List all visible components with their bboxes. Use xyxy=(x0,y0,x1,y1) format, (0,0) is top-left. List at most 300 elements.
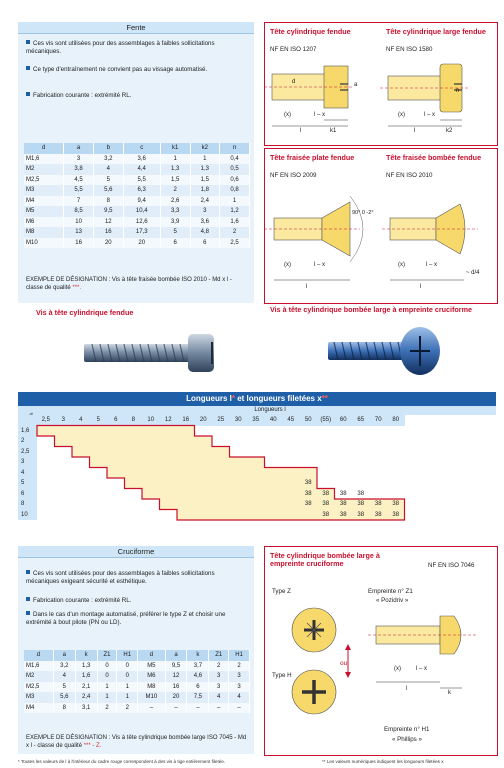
lengths-cell xyxy=(107,436,125,447)
fente-col-header: n xyxy=(220,143,250,154)
type-h-label: Type H xyxy=(272,672,292,679)
lengths-cell xyxy=(300,447,318,458)
lengths-header xyxy=(18,392,496,406)
lengths-col-header: 4 xyxy=(72,415,90,426)
lengths-cell xyxy=(37,510,55,521)
lengths-cell xyxy=(90,489,108,500)
lengths-cell: 38 xyxy=(300,499,318,510)
table-cell: M2 xyxy=(24,164,64,175)
table-row xyxy=(24,217,250,228)
label-l-3: l xyxy=(306,284,308,290)
table-cell: 12 xyxy=(93,217,123,228)
lengths-cell xyxy=(72,447,90,458)
label-lx-2: l – x xyxy=(424,112,436,118)
lengths-cell xyxy=(90,468,108,479)
lengths-cell xyxy=(72,457,90,468)
fente-col-header: k2 xyxy=(190,143,220,154)
lengths-cell xyxy=(55,426,73,437)
lengths-cell: 38 xyxy=(335,489,353,500)
cruci-example-text: EXEMPLE DE DÉSIGNATION : Vis à tête cylindrique bombée large ISO 7045 - Md x l - classe de qualité xyxy=(26,735,247,749)
label-x-3: (x) xyxy=(284,262,291,268)
table-row xyxy=(24,703,250,714)
lengths-cell xyxy=(37,426,55,437)
lengths-cell xyxy=(177,489,195,500)
cyl-large-norm: NF EN ISO 1580 xyxy=(386,46,433,53)
table-cell: 3 xyxy=(209,682,229,693)
cruci-bullet-1-text: Ces vis sont utilisées pour des assemblages à faibles sollicitations mécaniques exigeant sécurité et esthétique. xyxy=(26,570,215,585)
lengths-grid xyxy=(18,415,405,520)
fente-example xyxy=(26,276,248,292)
cyl-screw-drawings xyxy=(264,56,496,142)
label-lx-1: l – x xyxy=(314,112,326,118)
lengths-cell xyxy=(282,457,300,468)
lengths-cell xyxy=(370,489,388,500)
table-row xyxy=(24,164,250,175)
lengths-col-header: 40 xyxy=(265,415,283,426)
table-cell: 2 xyxy=(209,661,229,672)
cross-title: Tête cylindrique bombée large à empreinte cruciforme xyxy=(270,551,380,568)
cruci-col-header: k xyxy=(187,650,209,661)
lengths-cell xyxy=(195,489,213,500)
fente-table xyxy=(24,143,250,248)
lengths-col-header: 10 xyxy=(142,415,160,426)
lengths-cell xyxy=(300,468,318,479)
lengths-cell xyxy=(370,468,388,479)
ou-arrow-icon xyxy=(345,644,351,678)
lengths-corner xyxy=(18,415,37,426)
lengths-row xyxy=(18,468,405,479)
lengths-row-d: 2 xyxy=(18,436,37,447)
table-cell: M4 xyxy=(24,196,64,207)
table-cell: M3 xyxy=(24,692,53,703)
fente-bullet-2-text: Ce type d'entraînement ne convient pas au vissage automatisé. xyxy=(33,66,208,73)
lengths-cell xyxy=(160,489,178,500)
table-cell: 1 xyxy=(117,682,138,693)
lengths-cell xyxy=(387,468,405,479)
pozidriv-label: « Pozidriv » xyxy=(376,597,409,604)
table-cell: 2,5 xyxy=(220,238,250,249)
lengths-col-header: 65 xyxy=(352,415,370,426)
table-cell: 5,6 xyxy=(53,692,75,703)
lengths-cell xyxy=(107,468,125,479)
table-cell: 5,5 xyxy=(64,185,94,196)
lengths-cell xyxy=(247,457,265,468)
lengths-cell xyxy=(195,510,213,521)
type-z-label: Type Z xyxy=(272,588,291,595)
lengths-cell xyxy=(212,468,230,479)
label-l-1: l xyxy=(300,128,302,134)
lengths-cell xyxy=(160,457,178,468)
lengths-cell xyxy=(335,478,353,489)
table-cell: 1,5 xyxy=(160,175,190,186)
table-cell: 0 xyxy=(117,671,138,682)
lengths-cell xyxy=(160,499,178,510)
lengths-cell xyxy=(72,499,90,510)
cyl-fendue-drawing xyxy=(264,66,354,126)
label-l-2: l xyxy=(414,128,416,134)
lengths-cell xyxy=(335,468,353,479)
table-cell: 3,2 xyxy=(53,661,75,672)
lengths-col-header: 25 xyxy=(212,415,230,426)
fente-header: Fente xyxy=(18,22,254,34)
table-cell: M3 xyxy=(24,185,64,196)
lengths-cell xyxy=(37,436,55,447)
lengths-cell xyxy=(72,489,90,500)
fraisee-bombee-norm: NF EN ISO 2010 xyxy=(386,172,433,179)
table-cell: – xyxy=(165,703,187,714)
table-row xyxy=(24,196,250,207)
lengths-row xyxy=(18,436,405,447)
table-cell: 5,5 xyxy=(123,175,160,186)
label-lx-3: l – x xyxy=(314,262,326,268)
lengths-row-d: 5 xyxy=(18,478,37,489)
table-cell: 3 xyxy=(229,671,250,682)
cruci-bullet-2 xyxy=(26,597,248,605)
table-cell: – xyxy=(229,703,250,714)
lengths-row-d: 2,5 xyxy=(18,447,37,458)
table-cell: M5 xyxy=(24,206,64,217)
lengths-cell xyxy=(282,426,300,437)
table-cell: 16 xyxy=(64,238,94,249)
lengths-cell xyxy=(282,436,300,447)
lengths-cell xyxy=(107,457,125,468)
table-cell: 1,3 xyxy=(190,164,220,175)
table-cell: 20 xyxy=(165,692,187,703)
lengths-cell xyxy=(335,457,353,468)
lengths-cell xyxy=(37,468,55,479)
table-cell: 0,5 xyxy=(220,164,250,175)
fente-example-mark: ***. xyxy=(72,285,82,291)
lengths-cell xyxy=(352,457,370,468)
lengths-cell xyxy=(370,447,388,458)
lengths-cell xyxy=(317,468,335,479)
table-row xyxy=(24,238,250,249)
lengths-cell xyxy=(230,499,248,510)
table-cell: 4,4 xyxy=(123,164,160,175)
lengths-cell xyxy=(282,489,300,500)
lengths-cell xyxy=(90,499,108,510)
lengths-cell: 38 xyxy=(317,510,335,521)
cruci-col-header: a xyxy=(53,650,75,661)
lengths-cell xyxy=(125,447,143,458)
table-cell: 3 xyxy=(209,671,229,682)
cruciforme-table xyxy=(24,650,250,713)
lengths-cell xyxy=(230,468,248,479)
lengths-cell: 38 xyxy=(352,510,370,521)
lengths-cell: 38 xyxy=(335,510,353,521)
table-cell: 1,6 xyxy=(220,217,250,228)
lengths-cell xyxy=(247,510,265,521)
cruci-col-header: d xyxy=(138,650,165,661)
lengths-col-header: 12 xyxy=(160,415,178,426)
lengths-cell xyxy=(300,426,318,437)
cruci-col-header: Z1 xyxy=(97,650,117,661)
table-cell: M6 xyxy=(24,217,64,228)
cross-norm: NF EN ISO 7046 xyxy=(428,562,475,569)
table-cell: 1 xyxy=(97,682,117,693)
table-cell: 0,6 xyxy=(220,175,250,186)
table-cell: 1,2 xyxy=(220,206,250,217)
table-cell: 3,9 xyxy=(160,217,190,228)
table-cell: 6,3 xyxy=(123,185,160,196)
table-cell: 4,8 xyxy=(190,227,220,238)
label-x-2: (x) xyxy=(398,112,405,118)
lengths-cell xyxy=(317,426,335,437)
lengths-cell xyxy=(107,489,125,500)
fente-col-header: a xyxy=(64,143,94,154)
table-cell: 1 xyxy=(190,154,220,165)
table-cell: M2 xyxy=(24,671,53,682)
lengths-cell xyxy=(90,426,108,437)
lengths-cell xyxy=(370,426,388,437)
table-cell: M5 xyxy=(138,661,165,672)
lengths-row-d: 3 xyxy=(18,457,37,468)
table-cell: 6 xyxy=(187,682,209,693)
lengths-cell xyxy=(142,426,160,437)
lengths-cell xyxy=(335,436,353,447)
lengths-cell xyxy=(55,457,73,468)
lengths-cell xyxy=(282,510,300,521)
table-cell: 17,3 xyxy=(123,227,160,238)
lengths-col-header: 80 xyxy=(387,415,405,426)
lengths-col-header: 50 xyxy=(300,415,318,426)
lengths-cell xyxy=(265,468,283,479)
lengths-cell xyxy=(212,499,230,510)
lengths-cell: 38 xyxy=(387,499,405,510)
lengths-cell xyxy=(160,447,178,458)
lengths-cell xyxy=(142,457,160,468)
cruci-example-mark: *** - Z. xyxy=(83,743,102,749)
cyl-fendue-title: Tête cylindrique fendue xyxy=(270,27,351,36)
lengths-cell: 38 xyxy=(352,489,370,500)
lengths-cell xyxy=(265,489,283,500)
fraisee-plate-title: Tête fraisée plate fendue xyxy=(270,153,355,162)
label-l-cross: l xyxy=(406,686,408,692)
lengths-cell xyxy=(370,478,388,489)
table-cell: 3,8 xyxy=(64,164,94,175)
lengths-cell xyxy=(230,447,248,458)
label-d4: ~ d/4 xyxy=(466,270,480,276)
lengths-cell xyxy=(230,510,248,521)
table-cell: 7,5 xyxy=(187,692,209,703)
lengths-cell xyxy=(317,478,335,489)
cruci-bullet-3 xyxy=(26,611,248,627)
lengths-cell: 38 xyxy=(352,499,370,510)
lengths-cell xyxy=(387,426,405,437)
lengths-cell xyxy=(125,499,143,510)
cruci-col-header: H1 xyxy=(229,650,250,661)
table-cell: – xyxy=(209,703,229,714)
lengths-cell xyxy=(212,436,230,447)
lengths-cell xyxy=(160,510,178,521)
lengths-row-d: 8 xyxy=(18,499,37,510)
fraisee-bombee-title: Tête fraisée bombée fendue xyxy=(386,153,482,162)
lengths-cell xyxy=(55,447,73,458)
table-cell: 1 xyxy=(97,692,117,703)
lengths-col-header: 60 xyxy=(335,415,353,426)
table-row xyxy=(24,682,250,693)
table-cell: 16 xyxy=(93,227,123,238)
fente-col-header: c xyxy=(123,143,160,154)
fente-bullet-1-text: Ces vis sont utilisées pour des assemblages à faibles sollicitations mécaniques. xyxy=(26,40,215,55)
lengths-cell xyxy=(230,489,248,500)
table-cell: M2,5 xyxy=(24,175,64,186)
table-cell: M10 xyxy=(138,692,165,703)
lengths-row xyxy=(18,489,405,500)
lengths-cell xyxy=(282,499,300,510)
lengths-col-header: 3 xyxy=(55,415,73,426)
lengths-cell xyxy=(37,499,55,510)
table-cell: 1,3 xyxy=(160,164,190,175)
lengths-star-2: ** xyxy=(321,394,328,403)
lengths-cell xyxy=(352,436,370,447)
lengths-cell xyxy=(125,489,143,500)
fente-col-header: k1 xyxy=(160,143,190,154)
lengths-cell xyxy=(230,436,248,447)
type-z-head xyxy=(292,608,336,652)
lengths-cell xyxy=(387,489,405,500)
lengths-cell xyxy=(125,436,143,447)
lengths-subheader: Longueurs l xyxy=(44,406,496,415)
table-cell: M8 xyxy=(138,682,165,693)
lengths-cell xyxy=(300,510,318,521)
table-cell: – xyxy=(138,703,165,714)
table-row xyxy=(24,227,250,238)
table-cell: 4,6 xyxy=(187,671,209,682)
lengths-cell xyxy=(265,426,283,437)
lengths-cell xyxy=(265,478,283,489)
lengths-cell xyxy=(37,447,55,458)
lengths-cell xyxy=(352,447,370,458)
lengths-row xyxy=(18,457,405,468)
table-cell: 1 xyxy=(160,154,190,165)
fraisee-plate-norm: NF EN ISO 2009 xyxy=(270,172,317,179)
lengths-cell: 38 xyxy=(317,489,335,500)
lengths-cell xyxy=(125,510,143,521)
label-k2: k2 xyxy=(446,128,453,134)
lengths-cell xyxy=(107,478,125,489)
lengths-cell xyxy=(387,447,405,458)
cruci-col-header: a xyxy=(165,650,187,661)
lengths-cell xyxy=(195,468,213,479)
lengths-cell xyxy=(195,499,213,510)
table-cell: 20 xyxy=(123,238,160,249)
ou-label: ou xyxy=(340,660,348,667)
lengths-cell xyxy=(335,426,353,437)
lengths-cell xyxy=(265,447,283,458)
lengths-cell xyxy=(125,468,143,479)
countersunk-drawings xyxy=(264,184,496,296)
lengths-cell xyxy=(177,468,195,479)
table-cell: 4,5 xyxy=(64,175,94,186)
table-cell: M1,6 xyxy=(24,661,53,672)
lengths-cell xyxy=(142,447,160,458)
lengths-cell xyxy=(230,426,248,437)
table-cell: 1,8 xyxy=(190,185,220,196)
lengths-col-header: 6 xyxy=(107,415,125,426)
lengths-cell xyxy=(107,447,125,458)
lengths-cell xyxy=(230,478,248,489)
lengths-row-d: 6 xyxy=(18,489,37,500)
lengths-cell xyxy=(142,468,160,479)
table-cell: 3 xyxy=(229,682,250,693)
fente-bullet-2 xyxy=(26,66,248,74)
table-cell: 4 xyxy=(209,692,229,703)
lengths-cell xyxy=(195,478,213,489)
lengths-cell xyxy=(90,457,108,468)
lengths-cell xyxy=(212,510,230,521)
lengths-cell xyxy=(90,478,108,489)
table-cell: 10 xyxy=(64,217,94,228)
label-k-cross: k xyxy=(448,690,451,696)
cruci-bullet-1 xyxy=(26,570,248,586)
table-cell: 4 xyxy=(229,692,250,703)
lengths-cell: 38 xyxy=(317,499,335,510)
lengths-cell xyxy=(212,447,230,458)
cyl-large-title: Tête cylindrique large fendue xyxy=(386,27,486,36)
table-cell: M10 xyxy=(24,238,64,249)
lengths-cell xyxy=(142,436,160,447)
lengths-cell xyxy=(212,457,230,468)
table-cell: 1 xyxy=(220,196,250,207)
lengths-cell xyxy=(265,457,283,468)
lengths-cell xyxy=(335,447,353,458)
lengths-row xyxy=(18,499,405,510)
table-cell: 7 xyxy=(64,196,94,207)
label-a-1: a xyxy=(354,82,358,88)
empreinte-h-label: Empreinte n° H1 xyxy=(384,726,430,733)
lengths-title-mid: et longueurs filetées x xyxy=(234,394,322,403)
lengths-cell xyxy=(107,510,125,521)
table-cell: M6 xyxy=(138,671,165,682)
table-cell: 0 xyxy=(97,671,117,682)
table-cell: 1,6 xyxy=(75,671,97,682)
lengths-cell xyxy=(247,447,265,458)
lengths-cell xyxy=(142,489,160,500)
lengths-col-header: 30 xyxy=(230,415,248,426)
lengths-cell xyxy=(177,426,195,437)
table-cell: 1,3 xyxy=(75,661,97,672)
lengths-cell xyxy=(55,499,73,510)
footnote-left: * Toutes les valeurs de l à l'intérieur du cadre rouge correspondent à des vis à tige entièrement filetée. xyxy=(18,759,226,764)
lengths-cell xyxy=(107,499,125,510)
fente-bullet-3-text: Fabrication courante : extrémité RL. xyxy=(33,92,132,99)
lengths-cell xyxy=(282,447,300,458)
table-cell: 3,2 xyxy=(93,154,123,165)
fente-col-header: d xyxy=(24,143,64,154)
lengths-cell xyxy=(160,468,178,479)
lengths-col-header: (55) xyxy=(317,415,335,426)
label-x-cross: (x) xyxy=(394,666,401,672)
lengths-cell xyxy=(160,426,178,437)
table-row xyxy=(24,661,250,672)
lengths-col-header: 20 xyxy=(195,415,213,426)
table-cell: 5 xyxy=(53,682,75,693)
lengths-cell xyxy=(212,478,230,489)
lengths-cell xyxy=(247,478,265,489)
lengths-cell xyxy=(177,499,195,510)
lengths-row-d: 10 xyxy=(18,510,37,521)
screw-photos xyxy=(0,322,504,382)
table-cell: – xyxy=(187,703,209,714)
cruci-bullet-3-text: Dans le cas d'un montage automatisé, préférer le type Z et choisir une extrémité à bout pilote (PN ou LD). xyxy=(26,611,226,626)
table-cell: 8 xyxy=(93,196,123,207)
fente-bullet-1 xyxy=(26,40,248,56)
lengths-cell: 38 xyxy=(370,510,388,521)
table-cell: 3,6 xyxy=(190,217,220,228)
cruci-col-header: k xyxy=(75,650,97,661)
lengths-row-d: 4 xyxy=(18,468,37,479)
